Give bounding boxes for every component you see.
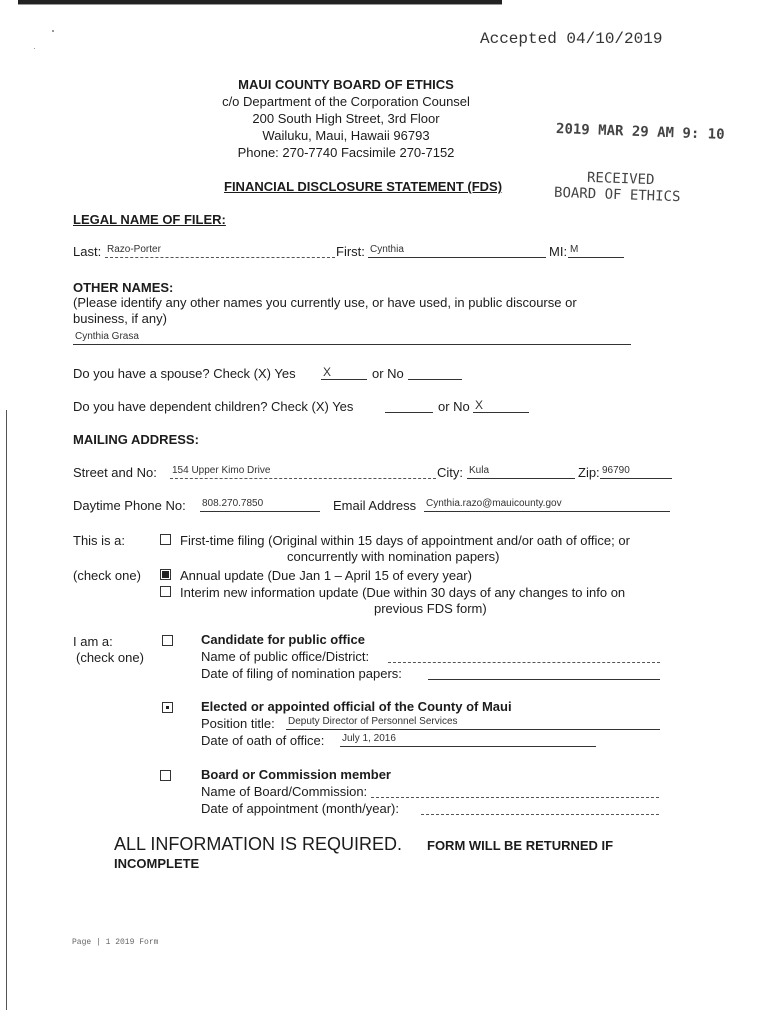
org-address-line1: c/o Department of the Corporation Counsel: [222, 94, 470, 109]
board-name-field[interactable]: [371, 783, 659, 798]
official-title: Elected or appointed official of the County of Maui: [201, 699, 512, 714]
position-title-field[interactable]: Deputy Director of Personnel Services: [286, 715, 660, 730]
phone-label: Daytime Phone No:: [73, 498, 186, 513]
children-or-no-label: or No: [438, 399, 470, 414]
official-checkbox[interactable]: [162, 702, 173, 713]
street-label: Street and No:: [73, 465, 157, 480]
other-names-heading: OTHER NAMES:: [73, 280, 174, 295]
email-field[interactable]: Cynthia.razo@mauicounty.gov: [424, 497, 670, 512]
middle-initial-field[interactable]: M: [568, 243, 624, 258]
spouse-yes-field[interactable]: X: [321, 365, 367, 380]
org-address-line2: 200 South High Street, 3rd Floor: [252, 111, 440, 126]
email-label: Email Address: [333, 498, 417, 513]
scan-speck: [52, 30, 54, 32]
annual-update-label: Annual update (Due Jan 1 – April 15 of every year): [180, 568, 472, 583]
notice-required: ALL INFORMATION IS REQUIRED.: [114, 834, 403, 854]
scan-top-edge-shadow: [18, 4, 502, 5]
phone-field[interactable]: 808.270.7850: [200, 497, 320, 512]
position-title-label: Position title:: [201, 716, 275, 731]
city-label: City:: [437, 465, 463, 480]
spouse-question: Do you have a spouse? Check (X) Yes: [73, 366, 296, 381]
notice-incomplete: INCOMPLETE: [114, 856, 200, 871]
zip-label: Zip:: [578, 465, 600, 480]
page-footer: Page | 1 2019 Form: [72, 938, 159, 947]
other-names-instruction: (Please identify any other names you currently use, or have used, in public discourse or: [73, 295, 577, 310]
interim-update-label: Interim new information update (Due within 30 days of any changes to info on: [180, 585, 626, 600]
board-name-label: Name of Board/Commission:: [201, 784, 368, 799]
spouse-no-field[interactable]: [408, 365, 462, 380]
accepted-stamp: Accepted 04/10/2019: [480, 30, 663, 48]
filing-type-check-one: (check one): [73, 568, 141, 583]
legal-name-heading: LEGAL NAME OF FILER:: [73, 212, 226, 227]
annual-update-checkbox[interactable]: [160, 569, 171, 580]
children-yes-field[interactable]: [385, 398, 433, 413]
nomination-date-label: Date of filing of nomination papers:: [201, 666, 402, 681]
middle-initial-label: MI:: [549, 244, 568, 259]
appointment-date-label: Date of appointment (month/year):: [201, 801, 399, 816]
notice-returned: FORM WILL BE RETURNED IF: [427, 838, 614, 853]
street-field[interactable]: 154 Upper Kimo Drive: [170, 464, 436, 479]
received-stamp: RECEIVED: [586, 169, 655, 189]
public-office-label: Name of public office/District:: [201, 649, 370, 664]
board-member-title: Board or Commission member: [201, 767, 391, 782]
children-question: Do you have dependent children? Check (X) Yes: [73, 399, 354, 414]
candidate-title: Candidate for public office: [201, 632, 365, 647]
scan-left-edge: [6, 410, 7, 1010]
board-member-checkbox[interactable]: [160, 770, 171, 781]
mailing-address-heading: MAILING ADDRESS:: [73, 432, 199, 447]
first-time-filing-checkbox[interactable]: [160, 534, 171, 545]
org-address-line3: Wailuku, Maui, Hawaii 96793: [262, 128, 430, 143]
spouse-or-no-label: or No: [372, 366, 404, 381]
last-name-field[interactable]: Razo-Porter: [105, 243, 335, 258]
form-title: FINANCIAL DISCLOSURE STATEMENT (FDS): [224, 179, 503, 194]
first-time-filing-label-cont: concurrently with nomination papers): [287, 549, 500, 564]
role-check-one: (check one): [76, 650, 144, 665]
oath-date-field[interactable]: July 1, 2016: [340, 732, 596, 747]
board-of-ethics-stamp: BOARD OF ETHICS: [553, 184, 681, 206]
candidate-checkbox[interactable]: [162, 635, 173, 646]
city-field[interactable]: Kula: [467, 464, 575, 479]
first-name-label: First:: [336, 244, 365, 259]
received-date-stamp: 2019 MAR 29 AM 9: 10: [555, 121, 725, 143]
nomination-date-field[interactable]: [428, 665, 660, 680]
oath-date-label: Date of oath of office:: [201, 733, 325, 748]
last-name-label: Last:: [73, 244, 102, 259]
appointment-date-field[interactable]: [421, 800, 659, 815]
filing-type-label: This is a:: [73, 533, 126, 548]
other-names-instruction-cont: business, if any): [73, 311, 167, 326]
role-label: I am a:: [73, 634, 113, 649]
org-name: MAUI COUNTY BOARD OF ETHICS: [238, 77, 454, 92]
scan-speck: [34, 48, 35, 49]
interim-update-checkbox[interactable]: [160, 586, 171, 597]
org-phone: Phone: 270-7740 Facsimile 270-7152: [237, 145, 455, 160]
interim-update-label-cont: previous FDS form): [374, 601, 487, 616]
other-names-field[interactable]: Cynthia Grasa: [73, 330, 631, 345]
children-no-field[interactable]: X: [473, 398, 529, 413]
zip-field[interactable]: 96790: [600, 464, 672, 479]
public-office-field[interactable]: [388, 648, 660, 663]
first-name-field[interactable]: Cynthia: [368, 243, 546, 258]
first-time-filing-label: First-time filing (Original within 15 days of appointment and/or oath of office; or: [180, 533, 630, 548]
